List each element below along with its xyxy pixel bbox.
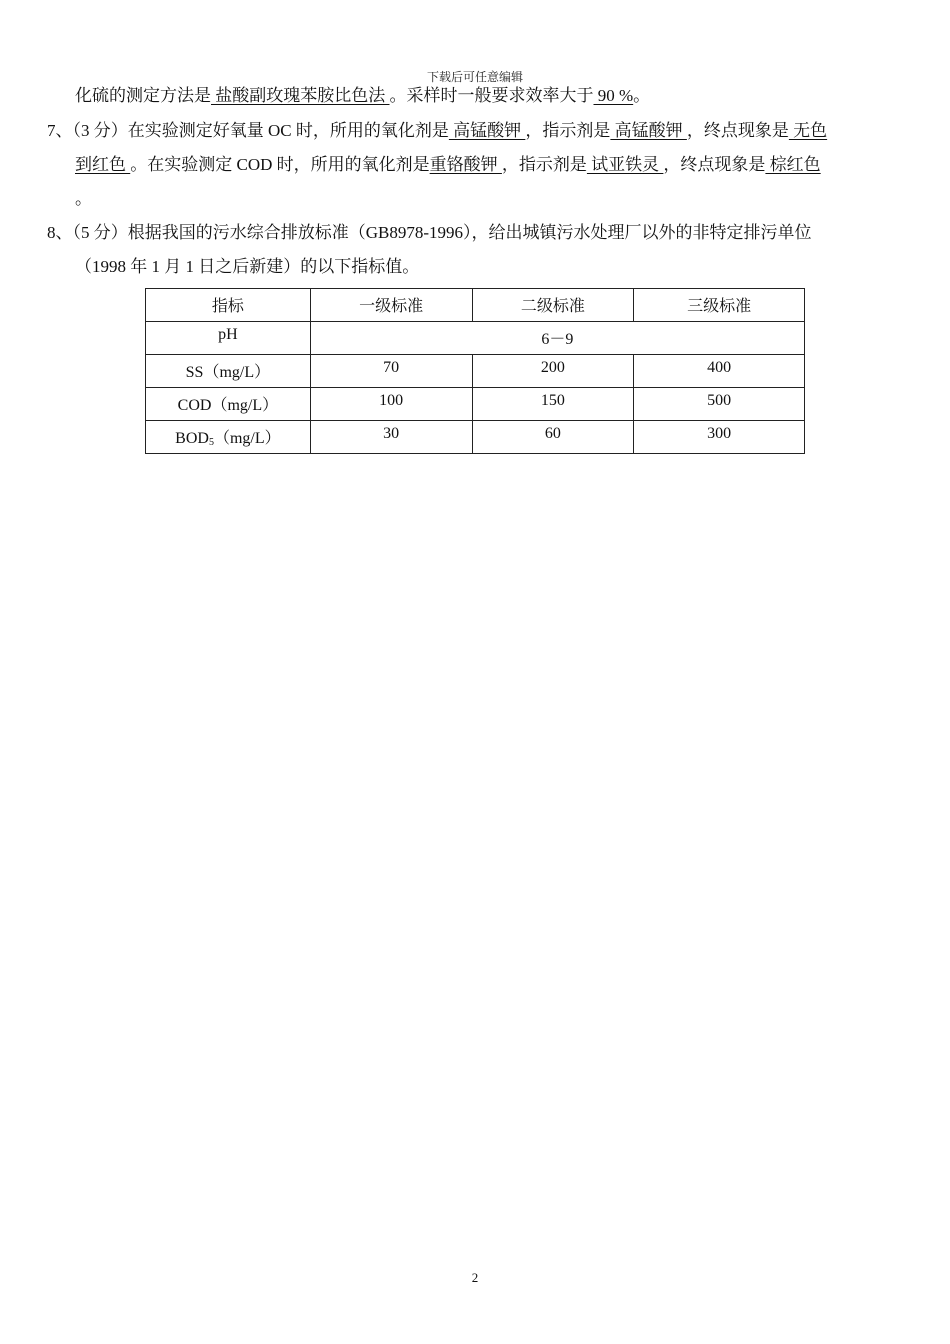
q7-answer-indicator-oc: 高锰酸钾 <box>610 121 687 140</box>
table-header-row <box>146 289 805 322</box>
q7-answer-endpoint-cod: 棕红色 <box>765 155 821 174</box>
q7-line2 <box>75 154 821 176</box>
q7-text-endpoint-cod: ，终点现象是 <box>663 155 766 174</box>
q7-answer-oxidant-oc: 高锰酸钾 <box>448 121 526 140</box>
header-grade2: 二级标准 <box>472 289 634 322</box>
q7-answer-oxidant-cod: 重铬酸钾 <box>429 155 502 174</box>
q8-line1: 8、（5 分）根据我国的污水综合排放标准（GB8978-1996），给出城镇污水处理厂以外的非特定排污单位 <box>47 223 812 242</box>
table-row-ph <box>146 322 805 355</box>
cod-grade3: 500 <box>634 388 805 421</box>
header-watermark: 下载后可任意编辑 <box>426 70 523 84</box>
bod-label <box>146 421 311 454</box>
q7-text-indicator: ，指示剂是 <box>525 121 611 140</box>
q7-num: 7、（3 分）在实验测定好氧量 OC 时，所用的氧化剂是 <box>47 121 449 140</box>
q8-line2: （1998 年 1 月 1 日之后新建）的以下指标值。 <box>75 257 420 276</box>
cod-grade1: 100 <box>310 388 472 421</box>
q6-text1: 化硫的测定方法是 <box>75 86 211 105</box>
q7-answer-endpoint-oc-1: 无色 <box>788 121 828 140</box>
q7-text-cod: 。在实验测定 COD 时，所用的氧化剂是 <box>130 155 430 174</box>
standards-table <box>145 288 805 454</box>
q6-answer2: 90 % <box>593 86 634 105</box>
bod-grade3: 300 <box>634 421 805 454</box>
table-row-cod <box>146 388 805 421</box>
cod-grade2: 150 <box>472 388 634 421</box>
q7-period: 。 <box>75 189 92 208</box>
bod-grade1: 30 <box>310 421 472 454</box>
ph-value: 6－9 <box>310 322 804 355</box>
bod-label-unit: （mg/L） <box>213 430 281 447</box>
q6-continuation <box>75 85 650 107</box>
ss-grade3: 400 <box>634 355 805 388</box>
q7-answer-endpoint-oc-2: 到红色 <box>75 155 131 174</box>
q7-answer-indicator-cod: 试亚铁灵 <box>586 155 664 174</box>
header-grade1: 一级标准 <box>310 289 472 322</box>
ph-label: pH <box>146 322 311 355</box>
q7-text-indicator-cod: ，指示剂是 <box>501 155 587 174</box>
q7-line3 <box>75 188 92 210</box>
bod-label-main: BOD <box>175 430 209 447</box>
table-row-ss <box>146 355 805 388</box>
ss-label: SS（mg/L） <box>146 355 311 388</box>
table-row-bod <box>146 421 805 454</box>
q6-text2: 。采样时一般要求效率大于 <box>389 86 594 105</box>
header-indicator: 指标 <box>146 289 311 322</box>
ss-grade1: 70 <box>310 355 472 388</box>
q6-text3: 。 <box>633 86 651 105</box>
q6-answer1: 盐酸副玫瑰苯胺比色法 <box>211 86 390 105</box>
page-number: 2 <box>471 1270 479 1285</box>
header-grade3: 三级标准 <box>634 289 805 322</box>
ss-grade2: 200 <box>472 355 634 388</box>
q7-text-endpoint: ，终点现象是 <box>686 121 789 140</box>
q7-line1 <box>47 120 827 142</box>
cod-label: COD（mg/L） <box>146 388 311 421</box>
bod-grade2: 60 <box>472 421 634 454</box>
bod-label-sub: 5 <box>208 437 214 448</box>
